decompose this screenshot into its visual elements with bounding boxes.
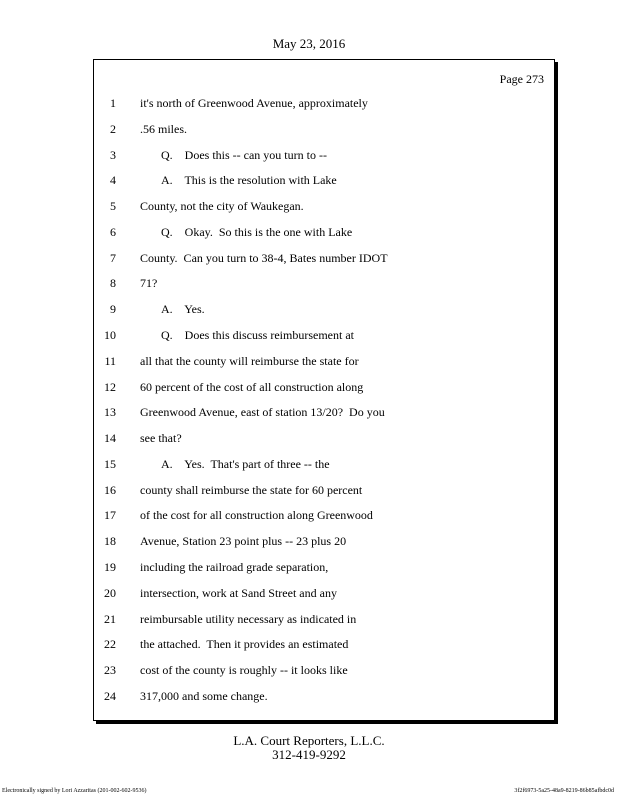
transcript-line (94, 457, 554, 473)
line-text: Q. Does this -- can you turn to -- (161, 148, 327, 162)
line-text: Q. Does this discuss reimbursement at (161, 328, 354, 342)
line-number: 14 (104, 431, 116, 445)
transcript-line (94, 354, 554, 370)
transcript-line (94, 689, 554, 705)
page-number: Page 273 (499, 72, 544, 86)
line-number: 1 (110, 96, 116, 110)
line-number: 23 (104, 663, 116, 677)
transcript-line (94, 380, 554, 396)
line-number: 19 (104, 560, 116, 574)
line-number: 8 (110, 276, 116, 290)
line-text: reimbursable utility necessary as indicated in (140, 612, 357, 626)
line-text: 71? (140, 276, 158, 290)
line-number: 13 (104, 405, 116, 419)
line-text: .56 miles. (140, 122, 187, 136)
line-number: 4 (110, 173, 116, 187)
transcript-line (94, 302, 554, 318)
line-number: 6 (110, 225, 116, 239)
transcript-line (94, 560, 554, 576)
line-number: 18 (104, 534, 116, 548)
line-text: see that? (140, 431, 182, 445)
transcript-line (94, 225, 554, 241)
document-id: 3f2f6973-5a25-48a9-8219-86b85afbdc0d (514, 788, 614, 794)
line-number: 5 (110, 199, 116, 213)
transcript-line (94, 148, 554, 164)
line-text: Q. Okay. So this is the one with Lake (161, 225, 353, 239)
transcript-line (94, 405, 554, 421)
transcript-line (94, 173, 554, 189)
transcript-line (94, 637, 554, 653)
transcript-page (93, 59, 555, 721)
page-date: May 23, 2016 (272, 36, 346, 51)
line-text: 317,000 and some change. (140, 689, 268, 703)
line-text: it's north of Greenwood Avenue, approximately (140, 96, 368, 110)
line-text: county shall reimburse the state for 60 percent (140, 483, 363, 497)
line-number: 12 (104, 380, 116, 394)
transcript-line (94, 199, 554, 215)
line-text: 60 percent of the cost of all construction along (140, 380, 364, 394)
line-number: 2 (110, 122, 116, 136)
electronic-signature: Electronically signed by Lori Azzaritas (201-002-602-9536) (2, 788, 147, 794)
line-text: A. This is the resolution with Lake (161, 173, 337, 187)
line-text: the attached. Then it provides an estimated (140, 637, 349, 651)
line-text: Greenwood Avenue, east of station 13/20? Do you (140, 405, 385, 419)
line-text: A. Yes. That's part of three -- the (161, 457, 330, 471)
line-number: 9 (110, 302, 116, 316)
transcript-line (94, 586, 554, 602)
line-number: 7 (110, 251, 116, 265)
line-number: 24 (104, 689, 116, 703)
transcript-line (94, 276, 554, 292)
line-number: 22 (104, 637, 116, 651)
transcript-line (94, 534, 554, 550)
line-number: 3 (110, 148, 116, 162)
transcript-line (94, 508, 554, 524)
line-text: cost of the county is roughly -- it looks like (140, 663, 348, 677)
transcript-line (94, 251, 554, 267)
transcript-line (94, 431, 554, 447)
line-text: Avenue, Station 23 point plus -- 23 plus 20 (140, 534, 347, 548)
line-text: County, not the city of Waukegan. (140, 199, 304, 213)
line-number: 21 (104, 612, 116, 626)
line-number: 16 (104, 483, 116, 497)
line-number: 20 (104, 586, 116, 600)
line-number: 17 (104, 508, 116, 522)
transcript-line (94, 96, 554, 112)
line-text: all that the county will reimburse the state for (140, 354, 359, 368)
transcript-line (94, 122, 554, 138)
line-number: 10 (104, 328, 116, 342)
line-text: County. Can you turn to 38-4, Bates number IDOT (140, 251, 388, 265)
transcript-line (94, 663, 554, 679)
line-text: intersection, work at Sand Street and any (140, 586, 337, 600)
court-reporter-phone: 312-419-9292 (272, 747, 346, 762)
line-text: including the railroad grade separation, (140, 560, 329, 574)
transcript-line (94, 328, 554, 344)
transcript-line (94, 483, 554, 499)
line-text: A. Yes. (161, 302, 205, 316)
line-number: 15 (104, 457, 116, 471)
transcript-line (94, 612, 554, 628)
line-number: 11 (104, 354, 116, 368)
court-reporter-name: L.A. Court Reporters, L.L.C. (233, 733, 385, 748)
line-text: of the cost for all construction along Greenwood (140, 508, 373, 522)
